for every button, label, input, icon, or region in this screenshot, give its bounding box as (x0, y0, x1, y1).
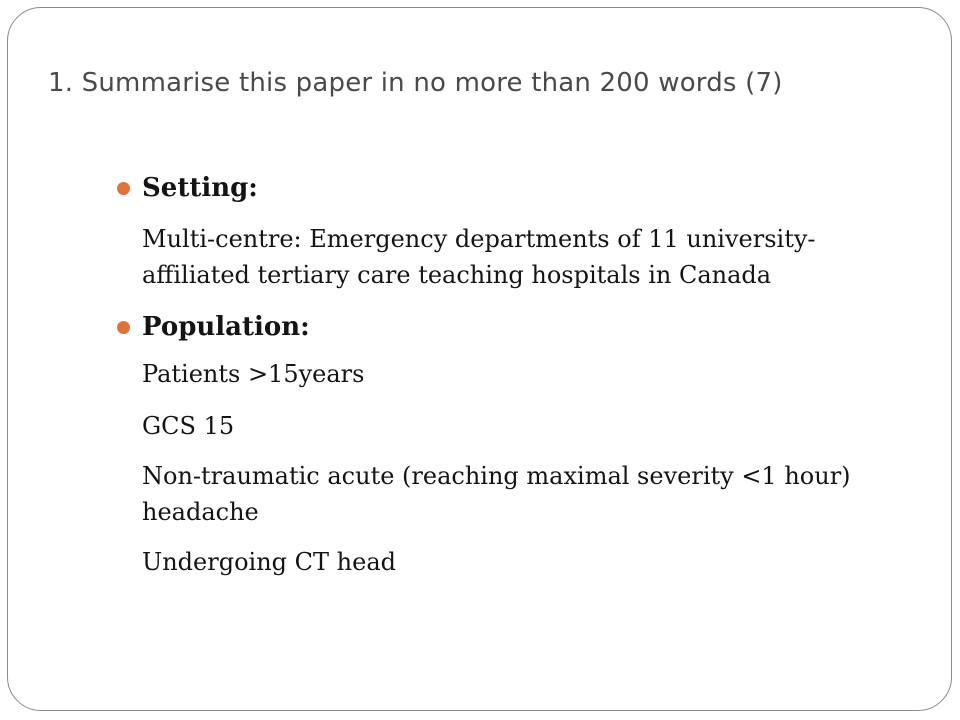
slide-title: 1. Summarise this paper in no more than 200 words (7) (48, 68, 783, 98)
population-headache: Non-traumatic acute (reaching maximal severity <1 hour) headache (142, 462, 851, 526)
population-age: Patients >15years (142, 360, 365, 388)
bullet-dot-icon (117, 321, 130, 334)
bullet-population (115, 302, 875, 352)
population-ct: Undergoing CT head (142, 548, 396, 576)
setting-heading: Setting: (142, 173, 258, 203)
slide-frame (7, 7, 952, 711)
population-gcs: GCS 15 (142, 412, 235, 440)
bullet-setting (115, 163, 875, 213)
population-heading: Population: (142, 312, 310, 342)
slide-content (115, 163, 875, 580)
setting-detail: Multi-centre: Emergency departments of 11 university-affiliated tertiary care teaching hospitals in Canada (142, 225, 816, 289)
bullet-dot-icon (117, 182, 130, 195)
